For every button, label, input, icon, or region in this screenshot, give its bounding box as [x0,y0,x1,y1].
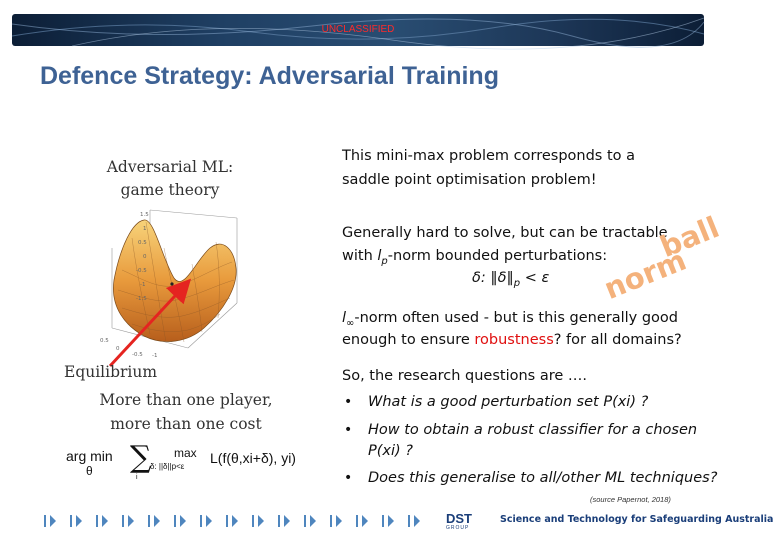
bullet-2-continuation: P(xi) ? [368,443,413,459]
delta-set-tail: < ε [520,270,550,286]
tractable-line2 [342,248,607,267]
source-citation: (source Papernot, 2018) [590,495,671,504]
bullet-2-text: How to obtain a robust classifier for a chosen [368,422,698,438]
tick-label: -1 [140,282,146,288]
tractable-line2-post: -norm bounded perturbations: [387,248,608,264]
delta-set-main: δ: ‖δ‖ [472,270,514,286]
formula-sum: ∑ [130,440,152,475]
bullet-1-text: What is a good perturbation set P(xi) ? [368,394,649,410]
minimax-formula [64,438,314,482]
formula-sum-index: i [136,474,138,481]
multi-player-caption [86,388,286,436]
dst-logo-subtext: GROUP [446,525,470,531]
bullet-3-text: Does this generalise to all/other ML techniques? [368,470,718,486]
tractable-line1: Generally hard to solve, but can be tractable [342,225,668,241]
footer-arrow-pattern [42,511,442,531]
bullet-3-glyph: • [344,470,353,486]
tick-label: 1 [143,226,147,232]
norm-word: norm [599,242,691,306]
delta-set [472,270,549,289]
research-intro: So, the research questions are …. [342,368,588,384]
linf-symbol: l [342,310,347,326]
intro-line1: This mini-max problem corresponds to a [342,148,636,164]
linf-line1-text: -norm often used - but is this generally good [354,310,678,326]
tick-label: -1.5 [136,296,147,302]
linf-line2 [342,332,682,348]
tick-label: 0 [116,346,120,352]
tick-label: -0.5 [132,352,143,358]
formula-constraint: δ: ||δ||p<ε [150,462,185,471]
linf-line2-b: ? for all domains? [553,332,682,348]
bullet-2-glyph: • [344,422,353,438]
tick-label: 0.5 [138,240,147,246]
formula-theta: θ [86,464,93,478]
linf-subscript: ∞ [346,317,355,329]
organisation-tagline: Science and Technology for Safeguarding Australia [500,514,773,525]
dst-logo-text: DST [446,511,472,526]
slide-title: Defence Strategy: Adversarial Training [40,62,499,90]
tick-label: 1.5 [140,212,149,218]
linf-line2-a: enough to ensure [342,332,475,348]
bullet-1-glyph: • [344,394,353,410]
ball-word: ball [655,209,724,264]
multi-line1: More than one player, [99,391,273,409]
left-heading-line1: Adversarial ML: [106,158,234,176]
tractable-line2-pre: with [342,248,378,264]
lp-subscript: p [381,255,388,267]
left-heading-line2: game theory [120,181,220,199]
lp-symbol: l [377,248,382,264]
dst-logo [446,512,482,532]
equilibrium-label: Equilibrium [64,363,158,381]
formula-max: max [174,446,197,460]
norm-ball-watermark [599,209,726,316]
tick-label: -1 [152,353,158,359]
intro-line2: saddle point optimisation problem! [342,172,597,188]
tick-label: -0.5 [136,268,147,274]
tick-label: 0.5 [100,338,109,344]
formula-loss: L(f(θ,xi+δ), yi) [210,450,296,466]
robustness-term: robustness [474,332,554,348]
delta-set-sub: p [513,277,521,289]
classification-label: UNCLASSIFIED [321,24,395,35]
tick-label: 0 [143,254,147,260]
multi-line2: more than one cost [110,415,262,433]
formula-argmin: arg min [66,448,113,464]
linf-line1 [342,310,678,329]
